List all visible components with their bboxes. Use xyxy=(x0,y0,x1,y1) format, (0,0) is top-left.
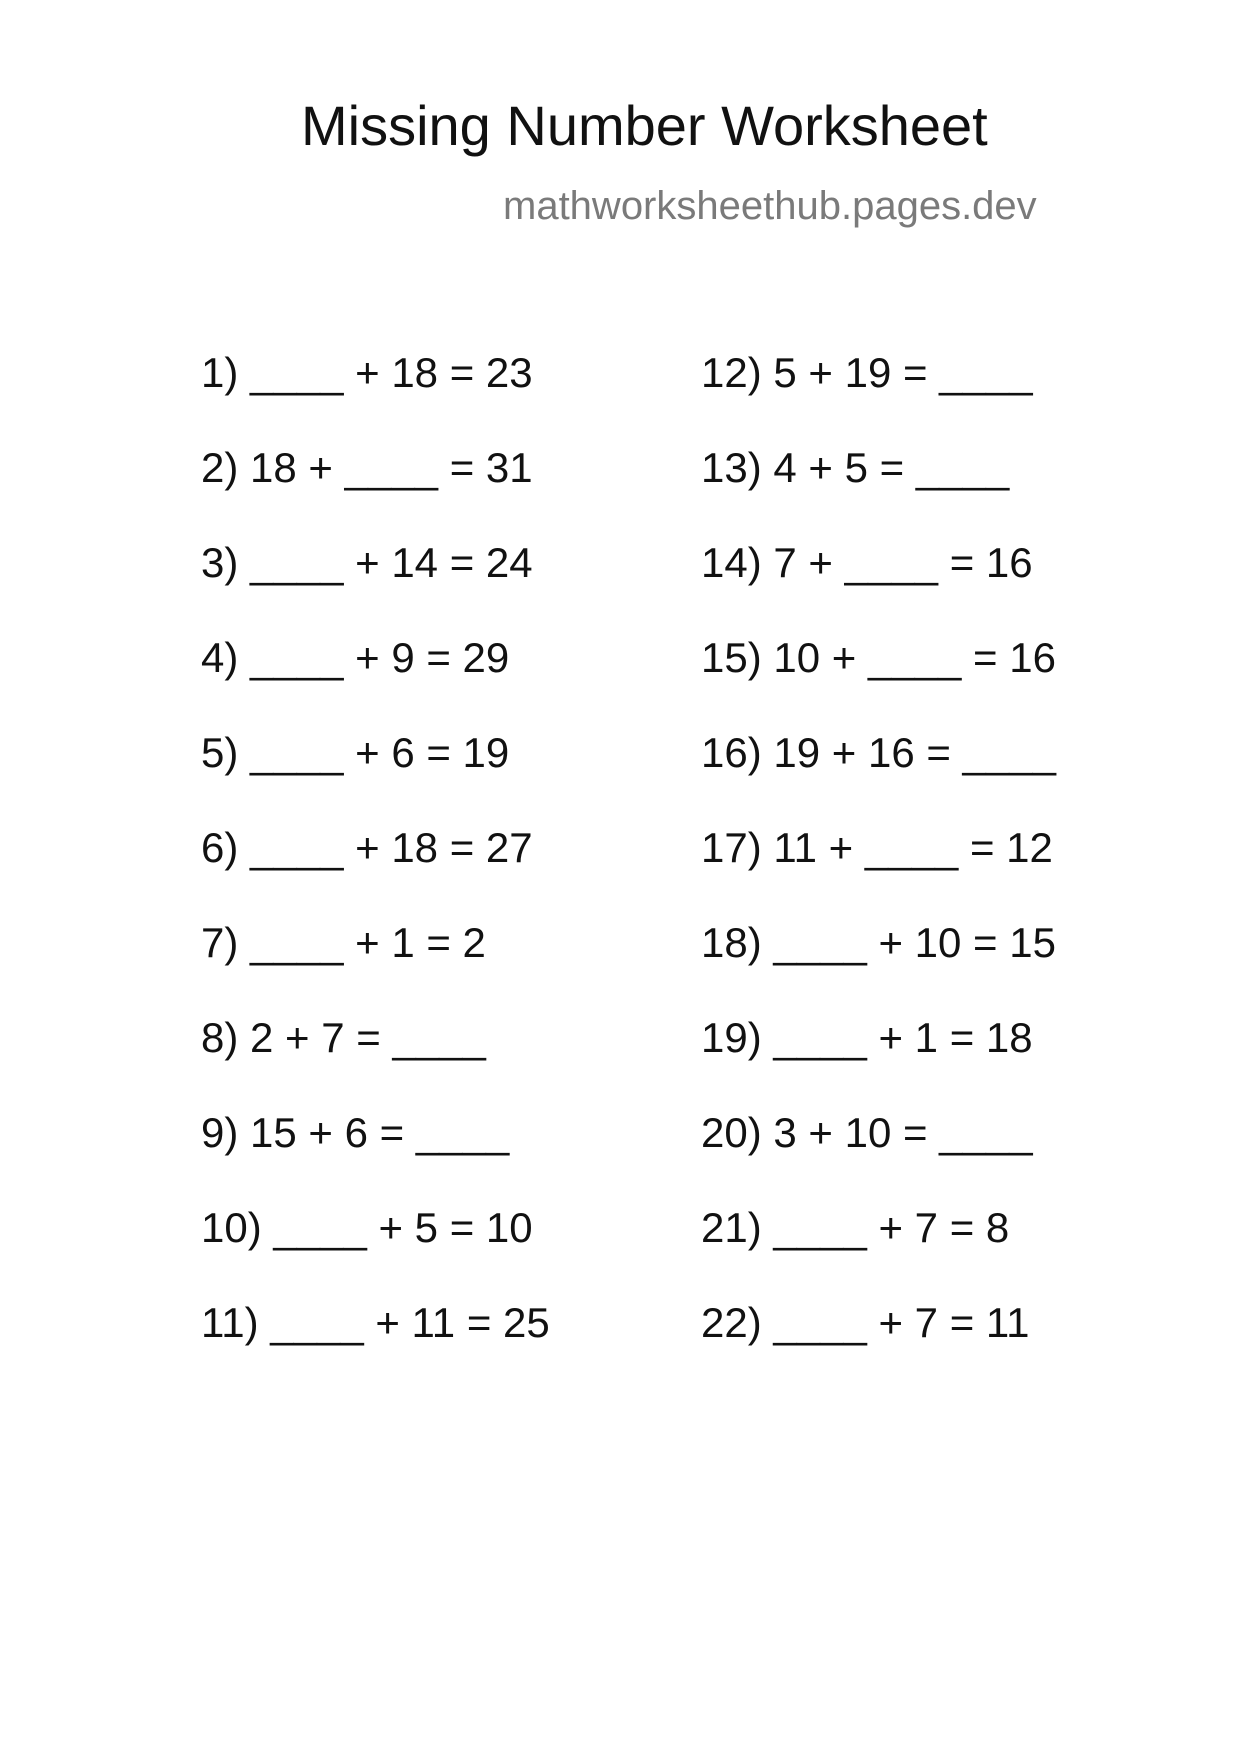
problem-1: 1) ____ + 18 = 23 xyxy=(201,349,533,396)
problem-20: 20) 3 + 10 = ____ xyxy=(701,1109,1033,1156)
problem-17: 17) 11 + ____ = 12 xyxy=(701,824,1053,871)
problem-10: 10) ____ + 5 = 10 xyxy=(201,1204,533,1251)
problem-22: 22) ____ + 7 = 11 xyxy=(701,1299,1030,1346)
problem-11: 11) ____ + 11 = 25 xyxy=(201,1299,550,1346)
problem-14: 14) 7 + ____ = 16 xyxy=(701,539,1033,586)
worksheet-website: mathworksheethub.pages.dev xyxy=(503,184,1037,228)
problem-15: 15) 10 + ____ = 16 xyxy=(701,634,1056,681)
problem-19: 19) ____ + 1 = 18 xyxy=(701,1014,1033,1061)
problem-6: 6) ____ + 18 = 27 xyxy=(201,824,533,871)
problem-2: 2) 18 + ____ = 31 xyxy=(201,444,533,491)
worksheet-title: Missing Number Worksheet xyxy=(301,94,988,157)
problem-7: 7) ____ + 1 = 2 xyxy=(201,919,486,966)
problem-5: 5) ____ + 6 = 19 xyxy=(201,729,510,776)
problem-9: 9) 15 + 6 = ____ xyxy=(201,1109,510,1156)
problem-8: 8) 2 + 7 = ____ xyxy=(201,1014,486,1061)
problem-21: 21) ____ + 7 = 8 xyxy=(701,1204,1010,1251)
problem-18: 18) ____ + 10 = 15 xyxy=(701,919,1056,966)
problem-column-right xyxy=(701,349,1056,1397)
problem-column-left xyxy=(201,349,550,1397)
problem-12: 12) 5 + 19 = ____ xyxy=(701,349,1033,396)
problem-4: 4) ____ + 9 = 29 xyxy=(201,634,510,681)
problem-16: 16) 19 + 16 = ____ xyxy=(701,729,1056,776)
problem-13: 13) 4 + 5 = ____ xyxy=(701,444,1010,491)
problem-3: 3) ____ + 14 = 24 xyxy=(201,539,533,586)
